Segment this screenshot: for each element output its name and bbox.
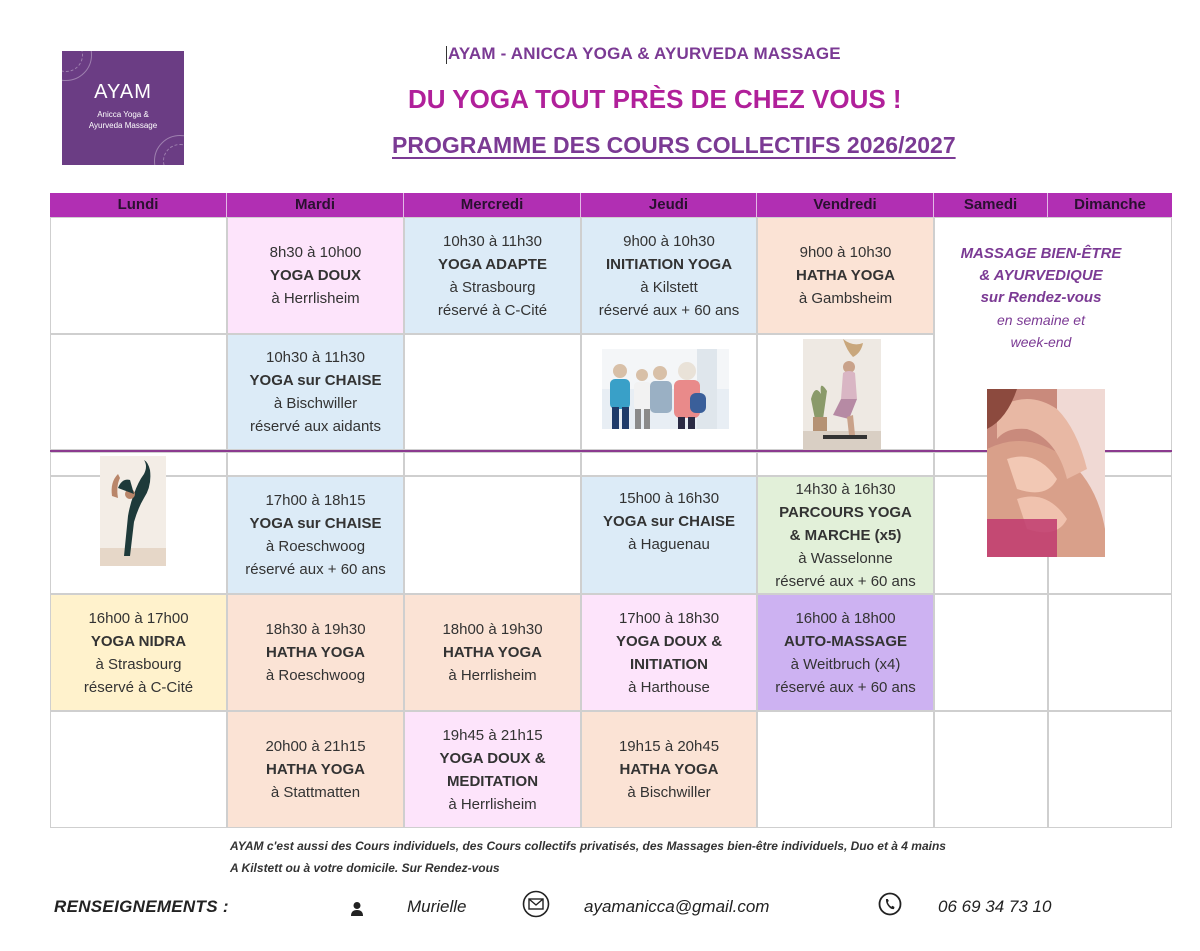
yoga-pose-photo: [803, 339, 881, 450]
class-cell-mercredi-1: [404, 217, 581, 334]
class-cell-mardi-5: [227, 711, 404, 828]
class-time: 17h00 à 18h15: [265, 492, 366, 509]
class-note: réservé à C-Cité: [83, 678, 194, 696]
class-place: à Kilstett: [640, 278, 698, 296]
class-place: à Strasbourg: [449, 278, 536, 296]
org-title: AYAM - ANICCA YOGA & AYURVEDA MASSAGE: [448, 44, 841, 63]
class-cell-vendredi-3: [757, 476, 934, 594]
class-place: à Herrlisheim: [271, 290, 360, 307]
logo-subtitle: [62, 109, 184, 131]
class-place: à Roeschwoog: [265, 538, 366, 555]
contact-phone[interactable]: 06 69 34 73 10: [938, 897, 1052, 916]
class-title: MEDITATION: [446, 772, 539, 790]
logo-subtitle-line2: Ayurveda Massage: [88, 121, 158, 130]
class-time: 17h00 à 18h30: [618, 609, 720, 627]
class-title: YOGA NIDRA: [90, 632, 187, 650]
class-time: 16h00 à 17h00: [88, 609, 189, 627]
massage-availability: en semaine et: [997, 312, 1085, 328]
class-note: réservé aux aidants: [250, 418, 381, 435]
class-note: réservé aux + 60 ans: [598, 301, 740, 319]
class-title: HATHA YOGA: [266, 644, 365, 661]
empty-cell: [581, 452, 757, 476]
class-time: 8h30 à 10h00: [269, 244, 362, 261]
massage-info: [936, 243, 1146, 353]
person-icon: [350, 901, 364, 921]
logo-brand: AYAM: [94, 81, 152, 103]
class-place: à Roeschwoog: [265, 667, 366, 684]
class-time: 10h30 à 11h30: [443, 232, 542, 250]
class-title: HATHA YOGA: [619, 761, 719, 778]
footnote-line2: A Kilstett ou à votre domicile. Sur Rendez-vous: [230, 861, 500, 875]
class-cell-mardi-4: [227, 594, 404, 711]
class-place: à Stattmatten: [270, 784, 361, 801]
class-place: à Gambsheim: [798, 290, 893, 307]
class-place: à Herrlisheim: [448, 667, 537, 684]
empty-cell: [934, 594, 1048, 711]
massage-subtitle: & AYURVEDIQUE: [979, 267, 1103, 284]
massage-appointment: sur Rendez-vous: [980, 289, 1102, 306]
class-note: réservé aux + 60 ans: [775, 572, 916, 590]
dancer-pose-photo: [100, 456, 166, 566]
class-place: à Weitbruch (x4): [790, 655, 901, 673]
mandala-decoration: [154, 135, 184, 165]
contact-email[interactable]: ayamanicca@gmail.com: [584, 897, 770, 916]
massage-photo: [987, 389, 1105, 557]
logo-subtitle-line1: Anicca Yoga &: [97, 110, 149, 119]
empty-cell: [50, 334, 227, 450]
class-title: HATHA YOGA: [266, 761, 365, 778]
class-place: à Strasbourg: [95, 655, 182, 673]
class-cell-mardi-1: [227, 217, 404, 334]
class-place: à Herrlisheim: [448, 795, 537, 813]
class-title: HATHA YOGA: [796, 267, 895, 284]
class-title: & MARCHE (x5): [789, 526, 902, 544]
massage-availability-2: week-end: [1010, 334, 1072, 350]
phone-icon: [878, 892, 902, 920]
class-title: YOGA DOUX: [269, 267, 362, 284]
class-time: 18h30 à 19h30: [265, 621, 366, 638]
slogan: DU YOGA TOUT PRÈS DE CHEZ VOUS !: [408, 84, 902, 114]
class-note: réservé aux + 60 ans: [775, 678, 916, 696]
day-header-lundi: Lundi: [50, 193, 227, 217]
class-cell-mardi-2: [227, 334, 404, 450]
empty-cell: [1048, 594, 1172, 711]
class-place: à Bischwiller: [627, 784, 711, 801]
class-title: YOGA sur CHAISE: [249, 515, 382, 532]
class-cell-jeudi-1: [581, 217, 757, 334]
day-header-dimanche: Dimanche: [1048, 193, 1172, 217]
mandala-decoration: [62, 51, 92, 81]
class-time: 18h00 à 19h30: [442, 621, 543, 638]
class-title: HATHA YOGA: [443, 644, 542, 661]
class-note: réservé à C-Cité: [437, 301, 548, 319]
class-cell-jeudi-4: [581, 594, 757, 711]
class-title: YOGA DOUX &: [439, 749, 546, 767]
class-place: à Harthouse: [628, 678, 710, 696]
class-place: à Wasselonne: [798, 549, 893, 567]
contact-name: Murielle: [407, 897, 467, 916]
day-header-vendredi: Vendredi: [757, 193, 934, 217]
class-title: YOGA sur CHAISE: [603, 513, 735, 530]
day-header-mardi: Mardi: [227, 193, 404, 217]
class-time: 19h15 à 20h45: [618, 738, 720, 755]
day-header-jeudi: Jeudi: [581, 193, 757, 217]
class-time: 15h00 à 16h30: [618, 490, 720, 507]
class-cell-vendredi-4: [757, 594, 934, 711]
class-cell-mercredi-5: [404, 711, 581, 828]
class-cell-vendredi-1: [757, 217, 934, 334]
empty-cell: [50, 217, 227, 334]
envelope-icon: [522, 890, 550, 922]
class-title: YOGA ADAPTE: [438, 255, 547, 273]
program-title: PROGRAMME DES COURS COLLECTIFS 2026/2027: [392, 132, 956, 158]
class-title: YOGA sur CHAISE: [249, 372, 382, 389]
class-cell-mardi-3: [227, 476, 404, 594]
class-cell-lundi-4: [50, 594, 227, 711]
class-cell-jeudi-3: [581, 476, 757, 594]
empty-cell: [404, 334, 581, 450]
massage-title: MASSAGE BIEN-ÊTRE: [960, 245, 1122, 262]
footnote-line1: AYAM c'est aussi des Cours individuels, des Cours collectifs privatisés, des Massages bien-être individuels, Duo et à 4 mains: [230, 839, 946, 853]
seniors-yoga-photo: [602, 349, 729, 429]
class-note: réservé aux + 60 ans: [245, 561, 386, 578]
empty-cell: [934, 711, 1048, 828]
class-place: à Haguenau: [628, 536, 710, 553]
contact-label: RENSEIGNEMENTS :: [54, 897, 229, 916]
class-title: YOGA DOUX &: [615, 632, 723, 650]
class-title: INITIATION YOGA: [605, 255, 733, 273]
class-time: 9h00 à 10h30: [623, 232, 715, 250]
class-title: INITIATION: [629, 655, 709, 673]
class-place: à Bischwiller: [273, 395, 358, 412]
class-time: 10h30 à 11h30: [266, 349, 365, 366]
empty-cell: [50, 711, 227, 828]
class-time: 20h00 à 21h15: [265, 738, 366, 755]
empty-cell: [227, 452, 404, 476]
class-title: PARCOURS YOGA: [779, 503, 912, 521]
class-cell-jeudi-5: [581, 711, 757, 828]
empty-cell: [404, 452, 581, 476]
logo: [62, 51, 184, 165]
class-title: AUTO-MASSAGE: [783, 632, 908, 650]
class-cell-mercredi-4: [404, 594, 581, 711]
empty-cell: [404, 476, 581, 594]
class-time: 14h30 à 16h30: [795, 480, 896, 498]
empty-cell: [1048, 711, 1172, 828]
day-header-mercredi: Mercredi: [404, 193, 581, 217]
empty-cell: [757, 452, 934, 476]
class-time: 16h00 à 18h00: [795, 609, 896, 627]
empty-cell: [757, 711, 934, 828]
class-time: 19h45 à 21h15: [442, 726, 543, 744]
class-time: 9h00 à 10h30: [799, 244, 892, 261]
day-header-samedi: Samedi: [934, 193, 1048, 217]
